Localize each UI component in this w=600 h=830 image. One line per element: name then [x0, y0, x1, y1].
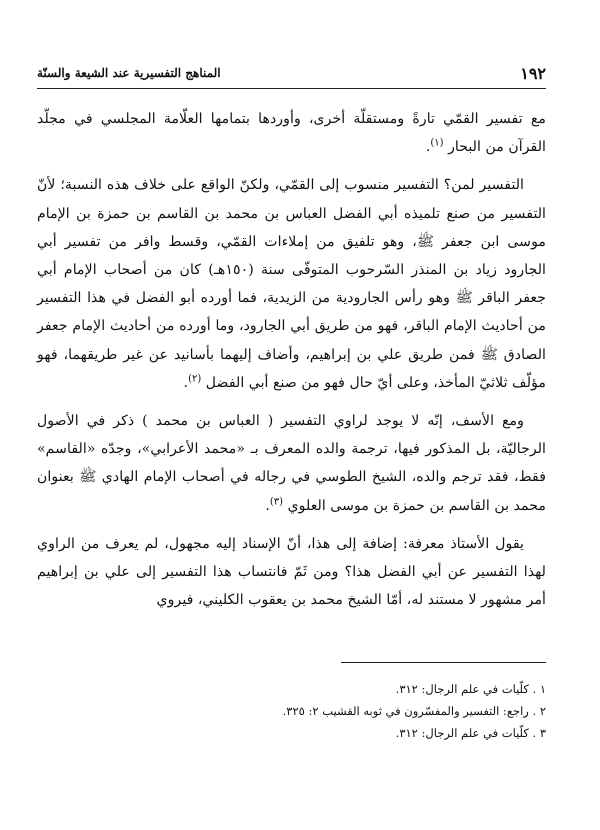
footnote-2: ٢ . راجع: التفسير والمفسّرون في ثوبه القشيب ٢: ٣٢٥. [282, 704, 546, 718]
paragraph-text: يقول الأستاذ معرفة: إضافة إلى هذا، أنّ الإسناد إليه مجهول، لم يعرف من الراوي لهذا التفسير عن أبي الفضل هذا؟ ومن ثَمّ فانتساب هذا التفسير إلى علي بن إبراهيم أمر مشهور لا مستند له، أمّا الشيخ محمد بن يعقوب الكليني، فيروي [37, 535, 546, 609]
footnote-1: ١ . كلّيات في علم الرجال: ٣١٢. [395, 682, 546, 696]
footnote-3: ٣ . كلّيات في علم الرجال: ٣١٢. [395, 726, 546, 740]
footnote-ref-1: (١) [430, 137, 444, 149]
paragraph-text: مع تفسير القمّي تارةً ومستقلّة أخرى، وأوردها بتمامها العلّامة المجلسي في مجلّد القرآن من البحار [37, 111, 546, 156]
paragraph-2 [37, 171, 546, 397]
paragraph-3 [37, 407, 546, 520]
paragraph-end-mark: . [183, 374, 189, 391]
paragraph-text: التفسير لمن؟ التفسير منسوب إلى القمّي، ولكنّ الواقع على خلاف هذه النسبة؛ لأنّ التفسير من صنع تلميذه أبي الفضل العباس بن محمد بن القاسم بن حمزة بن الإمام موسى ابن جعفر ﷺ، وهو تلفيق من إملاءات القمّي، وقسط وافر من تفسير أبي الجارود زياد بن المنذر السّرحوب المتوفّى سنة (١٥٠هـ) كان من أصحاب الإمام أبي جعفر الباقر ﷺ وهو رأس الجارودية من الزيدية، فما أورده أبو الفضل في هذا التفسير من أحاديث الإمام الباقر، فهو من طريق أبي الجارود، وما أورده من أحاديث الإمام جعفر الصادق ﷺ فمن طريق علي بن إبراهيم، وأضاف إليهما بأسانيد عن غير طريقهما، فهو مؤلّف ثلاثيّ المأخذ، وعلى أيّ حال فهو من صنع أبي الفضل [37, 177, 546, 391]
page-number: ١٩٢ [520, 64, 546, 83]
footnotes [37, 678, 546, 744]
page-header [37, 60, 546, 89]
paragraph-text: ومع الأسف، إنّه لا يوجد لراوي التفسير ( العباس بن محمد ) ذكر في الأصول الرجاليّة، بل المذكور فيها، ترجمة والده المعرف بـ «محمد الأعرابي»، وجدّه «القاسم» فقط، فقد ترجم والده، الشيخ الطوسي في رجاله في أصحاب الإمام الهادي ﷺ بعنوان محمد بن القاسم بن حمزة بن موسى العلوي [37, 413, 546, 514]
footnote-separator [341, 662, 546, 663]
paragraph-end-mark: . [265, 497, 270, 514]
footnote-ref-3: (٣) [269, 495, 284, 507]
body-text [37, 105, 546, 624]
paragraph-4 [37, 530, 546, 615]
footnote-ref-2: (٢) [188, 373, 202, 385]
paragraph-1 [37, 105, 546, 161]
running-title: المناهج التفسيرية عند الشيعة والسنّة [37, 66, 221, 80]
paragraph-end-mark: . [425, 139, 431, 156]
